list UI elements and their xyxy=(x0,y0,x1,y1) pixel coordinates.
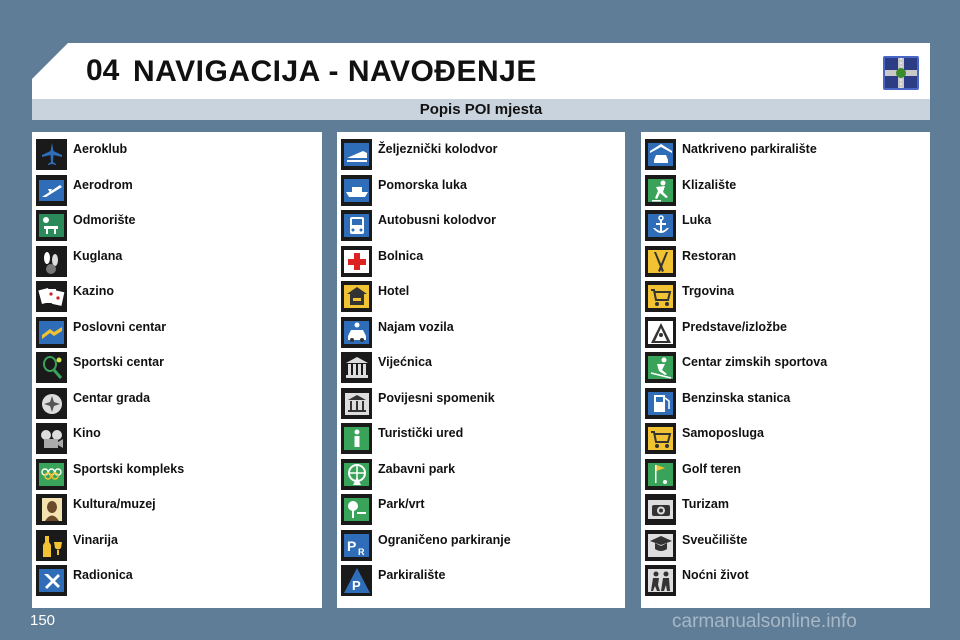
poi-label: Turistički ured xyxy=(378,426,464,440)
city-center-icon xyxy=(36,388,67,419)
business-center-icon xyxy=(36,317,67,348)
poi-label: Pomorska luka xyxy=(378,177,467,192)
page-title: NAVIGACIJA - NAVOĐENJE xyxy=(133,55,537,88)
list-item xyxy=(341,317,625,353)
poi-label: Vijećnica xyxy=(378,355,432,369)
list-item xyxy=(645,246,930,282)
airplane-icon xyxy=(36,139,67,170)
university-icon xyxy=(645,530,676,561)
poi-label: Benzinska stanica xyxy=(682,390,791,405)
tourism-icon xyxy=(645,494,676,525)
rest-area-icon xyxy=(36,210,67,241)
poi-label: Radionica xyxy=(73,568,133,582)
list-item xyxy=(341,175,625,211)
car-rental-icon xyxy=(341,317,372,348)
parking-icon xyxy=(341,565,372,596)
list-item xyxy=(36,494,322,530)
poi-label: Povijesni spomenik xyxy=(378,390,495,405)
list-item xyxy=(341,530,625,566)
poi-label: Luka xyxy=(682,213,712,227)
poi-label: Zabavni park xyxy=(378,461,456,476)
page-number: 150 xyxy=(30,612,56,629)
museum-icon xyxy=(36,494,67,525)
shop-icon xyxy=(645,281,676,312)
list-item xyxy=(645,494,930,530)
list-item xyxy=(341,352,625,388)
list-item xyxy=(36,281,322,317)
navigation-cross-icon xyxy=(883,56,919,90)
bowling-icon xyxy=(36,246,67,277)
list-item xyxy=(36,388,322,424)
list-item xyxy=(36,210,322,246)
poi-label: Noćni život xyxy=(682,568,749,582)
poi-label: Samoposluga xyxy=(682,426,764,440)
fuel-icon xyxy=(645,388,676,419)
list-item xyxy=(645,459,930,495)
poi-label: Golf teren xyxy=(682,461,742,476)
poi-label: Aeroklub xyxy=(73,142,128,156)
list-item xyxy=(645,352,930,388)
list-item xyxy=(645,530,930,566)
list-item xyxy=(341,281,625,317)
list-item xyxy=(341,210,625,246)
restaurant-icon xyxy=(645,246,676,277)
supermarket-icon xyxy=(645,423,676,454)
list-item xyxy=(36,565,322,601)
list-item xyxy=(341,139,625,175)
poi-label: Park/vrt xyxy=(378,497,425,511)
poi-label: Natkriveno parkiralište xyxy=(682,142,817,156)
poi-label: Centar grada xyxy=(73,390,151,405)
list-item xyxy=(645,317,930,353)
bus-station-icon xyxy=(341,210,372,241)
golf-icon xyxy=(645,459,676,490)
covered-parking-icon xyxy=(645,139,676,170)
list-item xyxy=(36,175,322,211)
list-item xyxy=(645,388,930,424)
poi-label: Željeznički kolodvor xyxy=(378,142,498,156)
sports-complex-icon xyxy=(36,459,67,490)
poi-label: Vinarija xyxy=(73,532,118,547)
poi-label: Trgovina xyxy=(682,284,735,298)
poi-label: Ograničeno parkiranje xyxy=(378,532,511,547)
town-hall-icon xyxy=(341,352,372,383)
ski-icon xyxy=(645,352,676,383)
poi-label: Kuglana xyxy=(73,248,123,263)
poi-label: Sportski kompleks xyxy=(73,461,185,476)
chapter-number: 04 xyxy=(86,54,120,87)
poi-label: Aerodrom xyxy=(73,177,133,192)
monument-icon xyxy=(341,388,372,419)
poi-label: Restoran xyxy=(682,248,737,263)
svg-text:R: R xyxy=(358,546,365,557)
poi-label: Predstave/izložbe xyxy=(682,319,787,334)
list-item xyxy=(36,530,322,566)
list-item xyxy=(645,210,930,246)
poi-label: Bolnica xyxy=(378,248,424,263)
list-item xyxy=(645,423,930,459)
park-icon xyxy=(341,494,372,525)
list-item xyxy=(341,423,625,459)
svg-text:P: P xyxy=(352,578,361,593)
poi-label: Hotel xyxy=(378,284,410,298)
harbour-icon xyxy=(645,210,676,241)
poi-column-2 xyxy=(337,132,625,608)
poi-label: Kazino xyxy=(73,284,114,298)
poi-label: Kino xyxy=(73,426,101,440)
hotel-icon xyxy=(341,281,372,312)
watermark: carmanualsonline.info xyxy=(672,611,857,632)
ice-rink-icon xyxy=(645,175,676,206)
park-and-ride-icon xyxy=(341,530,372,561)
list-item xyxy=(341,246,625,282)
list-item xyxy=(341,459,625,495)
list-item xyxy=(36,317,322,353)
list-item xyxy=(36,459,322,495)
list-item xyxy=(36,423,322,459)
exhibition-icon xyxy=(645,317,676,348)
poi-label: Klizalište xyxy=(682,177,737,192)
list-item xyxy=(645,565,930,601)
poi-label: Najam vozila xyxy=(378,319,454,334)
poi-column-3 xyxy=(641,132,930,608)
svg-text:P: P xyxy=(347,537,357,554)
list-item xyxy=(341,565,625,601)
list-item xyxy=(645,139,930,175)
list-item xyxy=(36,139,322,175)
list-item xyxy=(341,494,625,530)
poi-label: Sveučilište xyxy=(682,532,748,547)
amusement-park-icon xyxy=(341,459,372,490)
section-title: Popis POI mjesta xyxy=(32,99,930,120)
hospital-icon xyxy=(341,246,372,277)
poi-label: Autobusni kolodvor xyxy=(378,213,497,227)
nightlife-icon xyxy=(645,565,676,596)
list-item xyxy=(645,175,930,211)
poi-label: Turizam xyxy=(682,497,729,511)
train-station-icon xyxy=(341,139,372,170)
winery-icon xyxy=(36,530,67,561)
poi-label: Kultura/muzej xyxy=(73,497,156,511)
list-item xyxy=(36,246,322,282)
poi-column-1 xyxy=(32,132,322,608)
list-item xyxy=(645,281,930,317)
airport-icon xyxy=(36,175,67,206)
list-item xyxy=(341,388,625,424)
list-item xyxy=(36,352,322,388)
poi-label: Poslovni centar xyxy=(73,319,167,334)
poi-label: Centar zimskih sportova xyxy=(682,355,828,369)
info-icon xyxy=(341,423,372,454)
poi-label: Parkiralište xyxy=(378,568,446,582)
tennis-icon xyxy=(36,352,67,383)
cinema-icon xyxy=(36,423,67,454)
poi-label: Sportski centar xyxy=(73,355,165,369)
ferry-icon xyxy=(341,175,372,206)
workshop-icon xyxy=(36,565,67,596)
poi-label: Odmorište xyxy=(73,213,136,227)
casino-icon xyxy=(36,281,67,312)
